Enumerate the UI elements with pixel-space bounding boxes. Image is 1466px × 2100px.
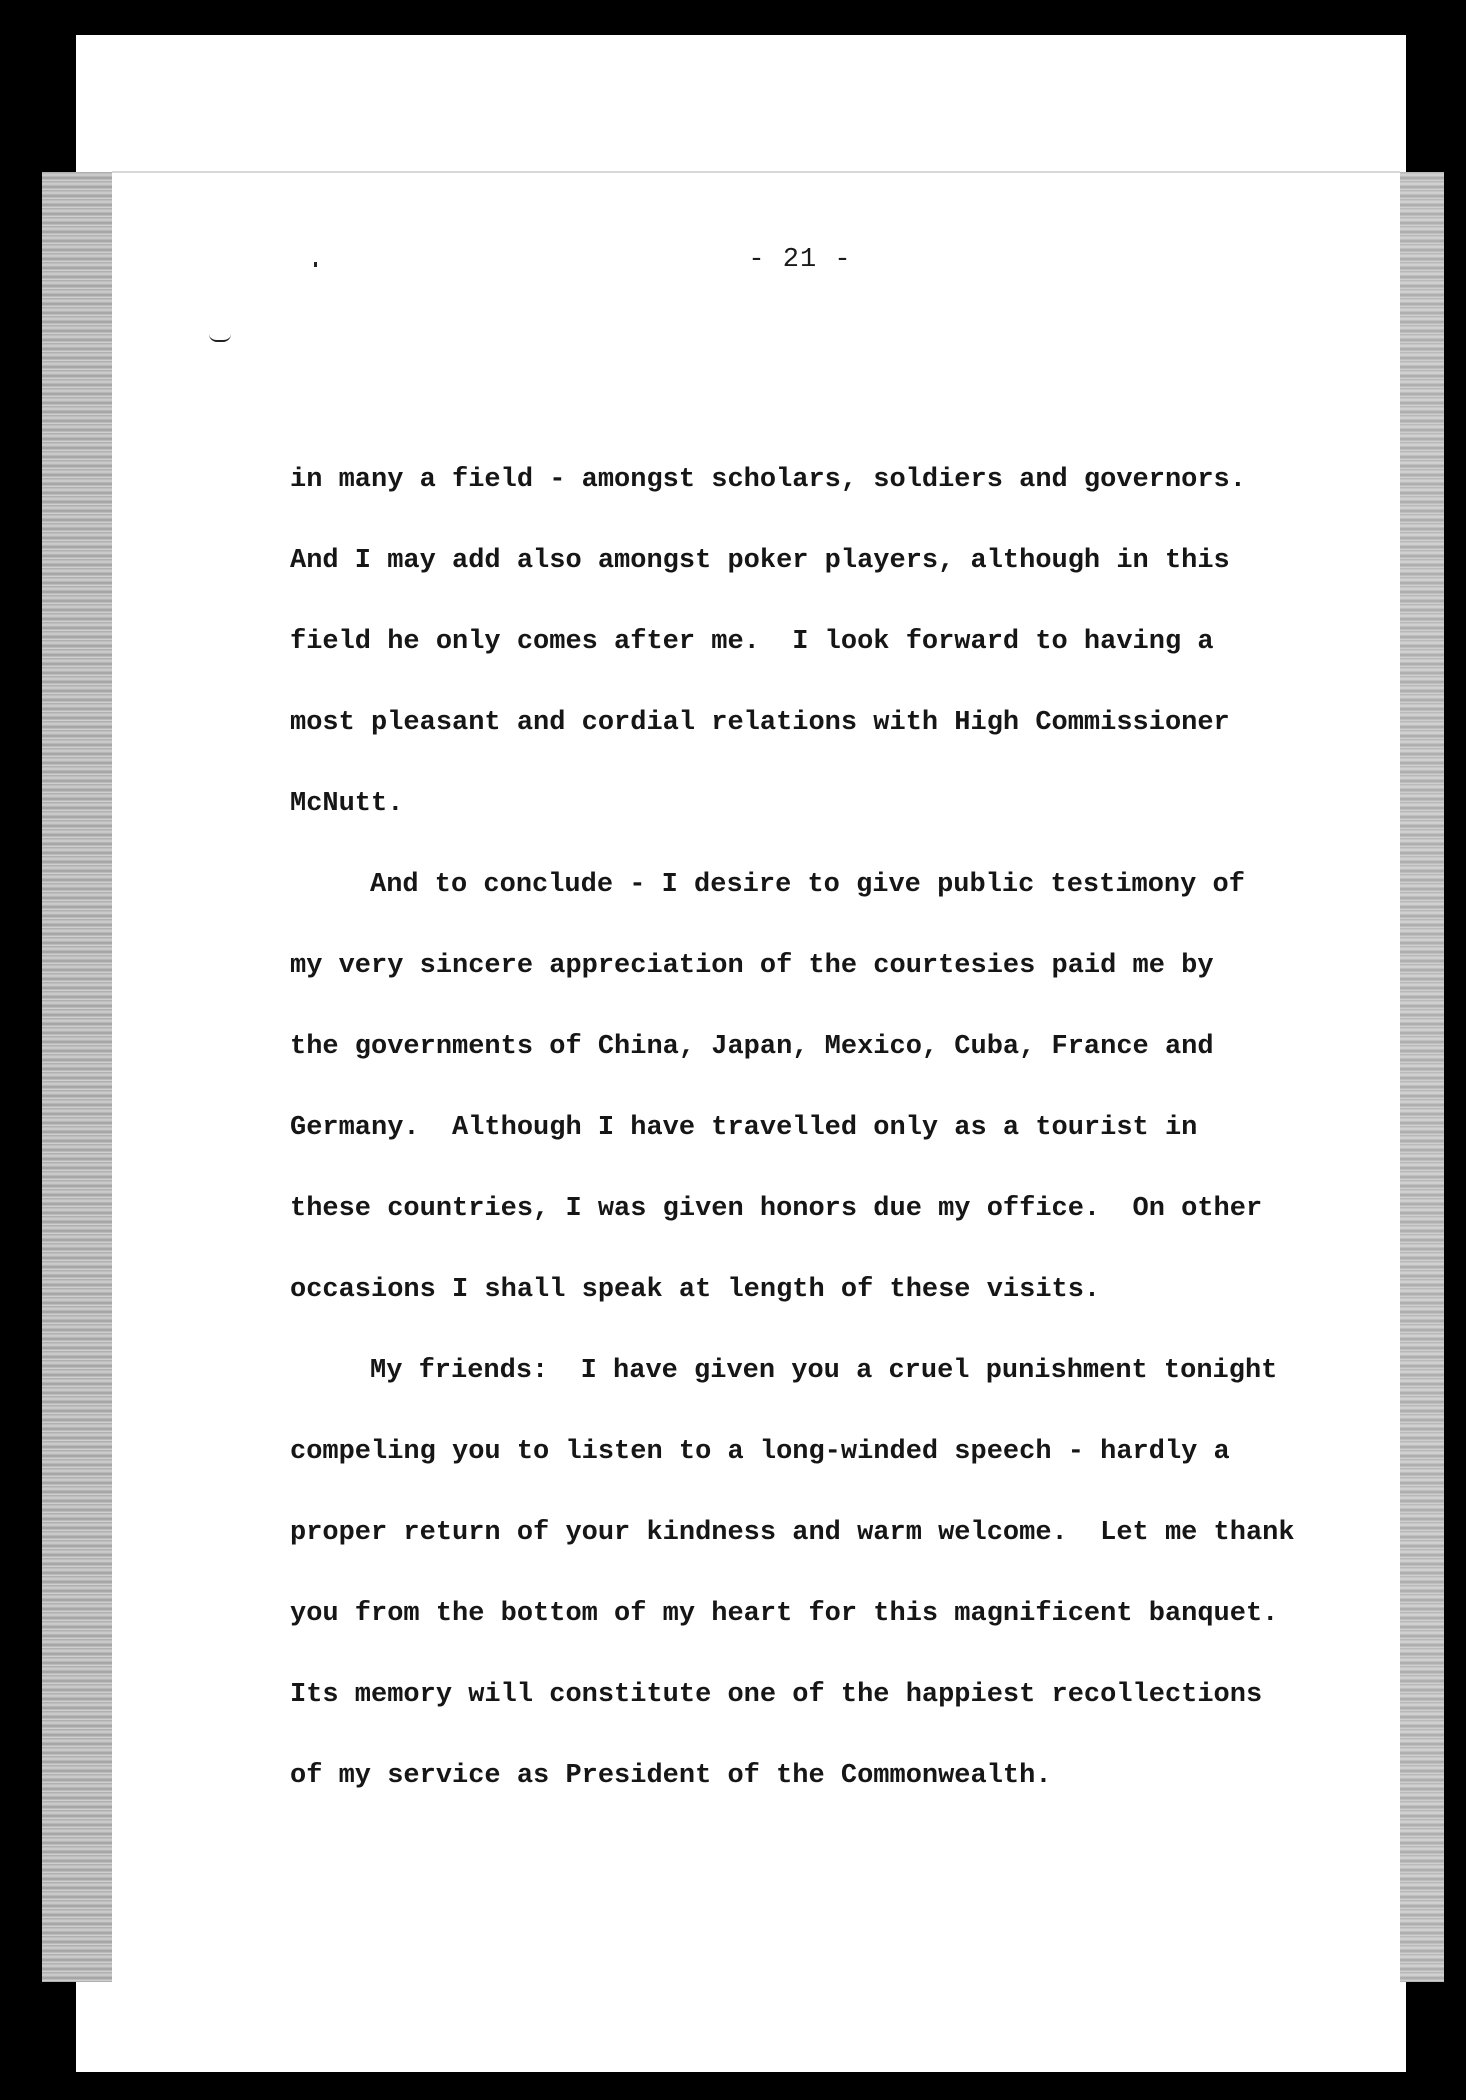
text-line: And I may add also amongst poker players, although in this [290, 546, 1230, 576]
text-line: Its memory will constitute one of the happiest recollections [290, 1680, 1263, 1710]
text-line: compeling you to listen to a long-winded speech - hardly a [290, 1437, 1230, 1467]
text-line: my very sincere appreciation of the courtesies paid me by [290, 951, 1214, 981]
speech-text [290, 455, 1340, 1832]
text-line: McNutt. [290, 789, 404, 819]
sheet-top-edge [112, 171, 1400, 173]
text-line: most pleasant and cordial relations with High Commissioner [290, 708, 1230, 738]
page-number: - 21 - [748, 245, 852, 275]
stray-mark [314, 262, 317, 267]
paragraph-start-line: And to conclude - I desire to give public testimony of [370, 870, 1245, 900]
text-line: in many a field - amongst scholars, soldiers and governors. [290, 465, 1246, 495]
text-line: the governments of China, Japan, Mexico, Cuba, France and [290, 1032, 1214, 1062]
paragraph-start-line: My friends: I have given you a cruel punishment tonight [370, 1356, 1278, 1386]
left-scan-shadow [42, 172, 112, 1982]
right-scan-shadow [1400, 172, 1444, 1982]
text-line: you from the bottom of my heart for this magnificent banquet. [290, 1599, 1279, 1629]
text-line: field he only comes after me. I look forward to having a [290, 627, 1214, 657]
text-line: occasions I shall speak at length of these visits. [290, 1275, 1101, 1305]
text-line: of my service as President of the Commonwealth. [290, 1761, 1052, 1791]
text-line: Germany. Although I have travelled only as a tourist in [290, 1113, 1198, 1143]
text-line: proper return of your kindness and warm welcome. Let me thank [290, 1518, 1295, 1548]
text-line: these countries, I was given honors due my office. On other [290, 1194, 1263, 1224]
